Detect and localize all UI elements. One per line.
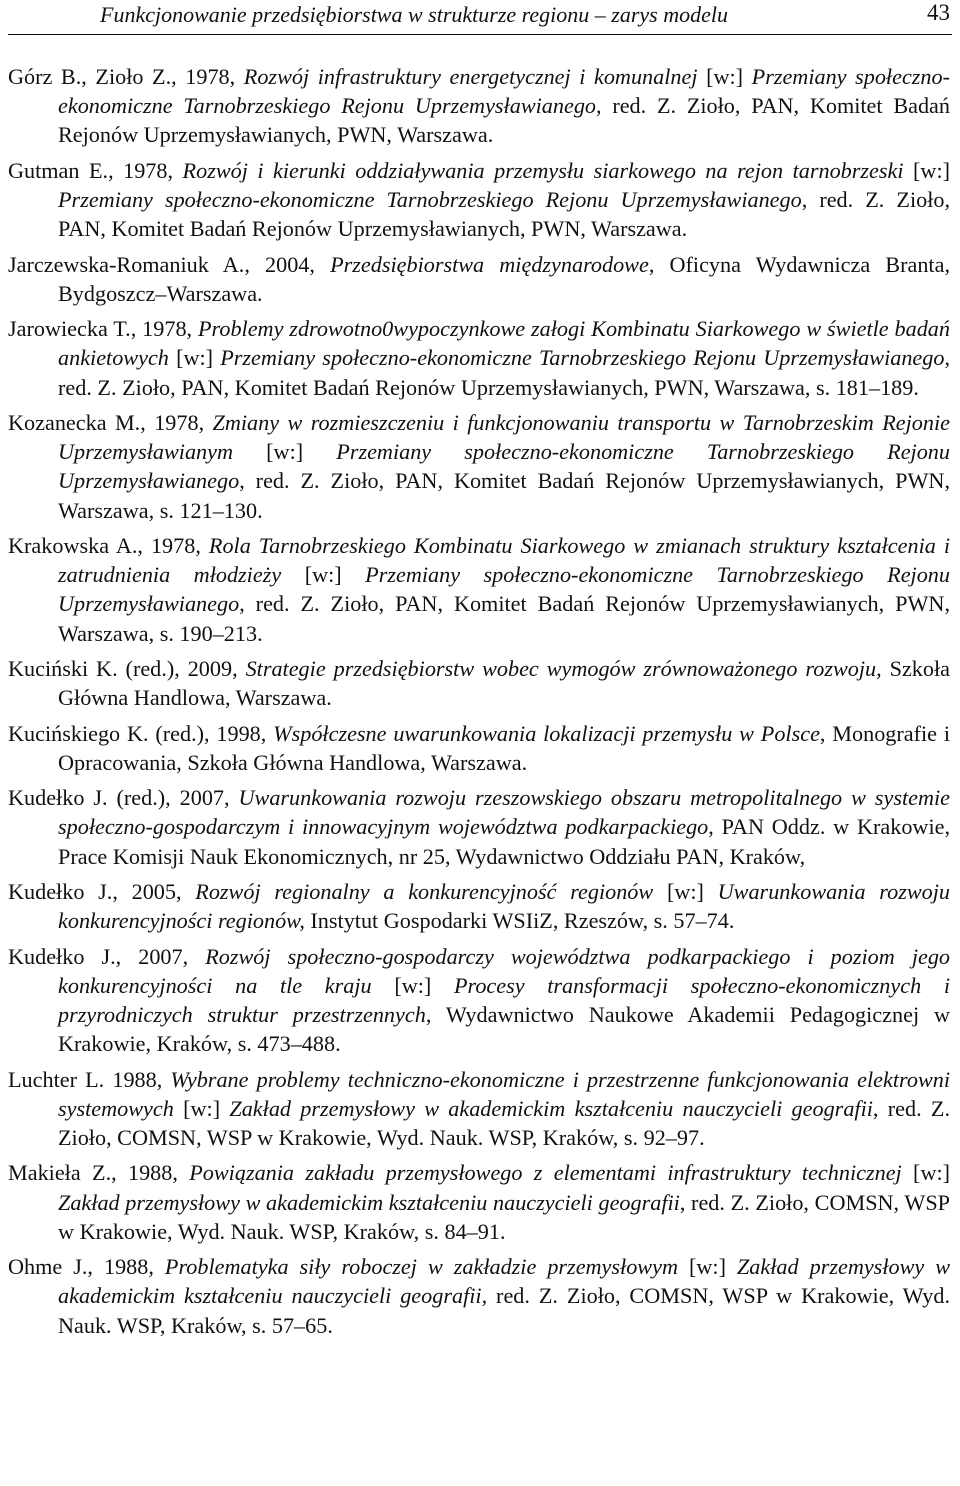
reference-year: , 1978, <box>137 532 209 558</box>
reference-entry <box>8 1065 950 1153</box>
reference-connector: [w:] <box>168 345 221 371</box>
reference-details: , red. Z. Zioło, PAN, Komitet Badań Rejonów Uprzemysławianych, PWN, Warszawa, s. 190–213. <box>58 591 950 646</box>
reference-source: Przemiany społeczno-ekonomiczne Tarnobrzeskiego Rejonu Uprzemysławianego <box>58 439 950 494</box>
reference-entry <box>8 250 950 308</box>
reference-title: Powiązania zakładu przemysłowego z elementami infrastruktury technicznej <box>189 1160 902 1186</box>
reference-connector: [w:] <box>173 1095 230 1121</box>
reference-year: , 1978, <box>130 316 198 342</box>
reference-connector: Szkoła Główna Handlowa, Warszawa. <box>58 655 950 711</box>
page-header <box>8 0 952 35</box>
running-title: Funkcjonowanie przedsiębiorstwa w strukturze regionu – zarys modelu <box>100 2 728 27</box>
reference-author: Luchter L. <box>8 1066 105 1092</box>
reference-details: red. Z. Zioło, COMSN, WSP w Krakowie, Wyd. Nauk. WSP, Kraków, s. 57–65. <box>58 1283 950 1338</box>
reference-year: , 1978, <box>108 157 183 183</box>
reference-details: , red. Z. Zioło, PAN, Komitet Badań Rejonów Uprzemysławianych, PWN, Warszawa, s. 181–189. <box>58 345 951 400</box>
reference-year: , 1978, <box>140 409 213 435</box>
reference-author: Gutman E. <box>8 157 109 183</box>
reference-details: , Wydawnictwo Naukowe Akademii Pedagogicznej w Krakowie, Kraków, s. 473–488. <box>58 1001 950 1057</box>
reference-year: , 1998, <box>204 720 274 746</box>
reference-entry <box>8 314 950 402</box>
reference-source: Przemiany społeczno-ekonomiczne Tarnobrzeskiego Rejonu Uprzemysławianego <box>58 562 950 617</box>
reference-connector: [w:] <box>901 1160 951 1186</box>
reference-details: Instytut Gospodarki WSIiZ, Rzeszów, s. 57–74. <box>304 908 735 934</box>
reference-year: , 2004, <box>244 251 331 277</box>
reference-connector: [w:] <box>697 64 752 89</box>
reference-title: Rozwój społeczno-gospodarczy województwa podkarpackiego i poziom jego konkurencyjności na tle kraju <box>58 943 951 998</box>
reference-year: , 2009, <box>174 655 246 681</box>
reference-title: Wybrane problemy techniczno-ekonomiczne i przestrzenne funkcjonowania elektrowni systemowych <box>58 1066 951 1121</box>
reference-connector: [w:] <box>903 157 951 183</box>
reference-connector: , Oficyna Wydawnicza Branta, Bydgoszcz–Warszawa. <box>58 251 950 306</box>
reference-connector: , PAN Oddz. w Krakowie, Prace Komisji Nauk Ekonomicznych, nr 25, Wydawnictwo Oddziału PAN, Kraków, <box>58 814 950 869</box>
reference-title: Uwarunkowania rozwoju rzeszowskiego obszaru metropolitalnego w systemie społeczno-gospodarczym i innowacyjnym województwa podkarpackiego <box>58 785 950 840</box>
page-number: 43 <box>927 0 950 25</box>
reference-title: Rola Tarnobrzeskiego Kombinatu Siarkowego w zmianach struktury kształcenia i zatrudnienia młodzieży <box>58 532 951 588</box>
reference-title: Rozwój infrastruktury energetycznej i komunalnej <box>243 64 698 89</box>
reference-year: , 2007, <box>165 785 239 811</box>
reference-year: , 1988, <box>87 1254 165 1280</box>
reference-entry <box>8 942 950 1059</box>
reference-details: , red. Z. Zioło, PAN, Komitet Badań Rejonów Uprzemysławianych, PWN, Warszawa. <box>58 93 951 148</box>
reference-source: Przemiany społeczno-ekonomiczne Tarnobrzeskiego Rejonu Uprzemysławianego <box>58 64 951 119</box>
reference-connector: [w:] <box>677 1254 737 1280</box>
reference-author: Górz B., Zioło Z. <box>8 64 172 89</box>
reference-year: , 1988, <box>111 1160 190 1186</box>
reference-entry <box>8 1158 950 1246</box>
reference-author: Kuciński K. (red.) <box>8 655 175 681</box>
reference-list <box>8 62 950 1346</box>
reference-source: Przemiany społeczno-ekonomiczne Tarnobrzeskiego Rejonu Uprzemysławianego <box>58 187 802 212</box>
reference-year: 1988, <box>104 1066 171 1092</box>
reference-connector: [w:] <box>233 439 337 465</box>
reference-title: Zmiany w rozmieszczeniu i funkcjonowaniu transportu w Tarnobrzeskim Rejonie Uprzemysławianym <box>58 409 950 465</box>
reference-author: Jarowiecka T. <box>8 316 131 342</box>
reference-entry <box>8 719 950 777</box>
reference-entry <box>8 408 950 525</box>
reference-source: Zakład przemysłowy w akademickim kształceniu nauczycieli geografii <box>229 1095 873 1121</box>
reference-details: , red. Z. Zioło, COMSN, WSP w Krakowie, Wyd. Nauk. WSP, Kraków, s. 92–97. <box>58 1095 950 1150</box>
reference-author: Kudełko J. <box>8 943 116 969</box>
reference-entry <box>8 62 950 150</box>
reference-year: , 2005, <box>112 878 196 904</box>
reference-connector: [w:] <box>281 562 366 588</box>
reference-entry <box>8 531 950 648</box>
reference-title: Strategie przedsiębiorstw wobec wymogów zrównoważonego rozwoju, <box>245 655 882 681</box>
reference-source: Procesy transformacji społeczno-ekonomicznych i przyrodniczych struktur przestrzennych <box>58 972 950 1027</box>
reference-title: Współczesne uwarunkowania lokalizacji przemysłu w Polsce <box>273 720 820 746</box>
reference-entry <box>8 877 950 935</box>
reference-source: Przemiany społeczno-ekonomiczne Tarnobrzeskiego Rejonu Uprzemysławianego <box>220 345 945 371</box>
reference-entry <box>8 783 950 871</box>
reference-title: Przedsiębiorstwa międzynarodowe <box>330 251 649 277</box>
reference-entry <box>8 1252 950 1340</box>
reference-title: Rozwój regionalny a konkurencyjność regionów <box>195 878 654 904</box>
reference-title: Rozwój i kierunki oddziaływania przemysłu siarkowego na rejon tarnobrzeski <box>182 157 904 183</box>
reference-author: Kudełko J. <box>8 878 113 904</box>
reference-author: Makieła Z. <box>8 1160 112 1186</box>
reference-author: Krakowska A. <box>8 532 138 558</box>
reference-connector: , Monografie i Opracowania, Szkoła Główna Handlowa, Warszawa. <box>58 720 951 775</box>
reference-entry <box>8 156 950 244</box>
reference-author: Kudełko J. (red.) <box>8 785 166 811</box>
reference-author: Jarczewska-Romaniuk A. <box>8 251 245 277</box>
reference-details: , red. Z. Zioło, PAN, Komitet Badań Rejonów Uprzemysławianych, PWN, Warszawa. <box>58 187 951 242</box>
reference-connector: [w:] <box>653 878 718 904</box>
reference-details: , red. Z. Zioło, COMSN, WSP w Krakowie, Wyd. Nauk. WSP, Kraków, s. 84–91. <box>58 1189 950 1244</box>
reference-year: , 2007, <box>115 943 206 969</box>
reference-author: Kucińskiego K. (red.) <box>8 720 205 746</box>
reference-year: , 1978, <box>171 64 244 89</box>
reference-author: Kozanecka M. <box>8 409 141 435</box>
reference-title: Problemy zdrowotno0wypoczynkowe załogi Kombinatu Siarkowego w świetle badań ankietowych <box>58 316 950 371</box>
reference-entry <box>8 654 950 712</box>
reference-source: Zakład przemysłowy w akademickim kształceniu nauczycieli geografii <box>58 1189 680 1215</box>
reference-title: Problematyka siły roboczej w zakładzie przemysłowym <box>164 1254 678 1280</box>
reference-connector: [w:] <box>371 972 454 998</box>
reference-source: Zakład przemysłowy w akademickim kształceniu nauczycieli geografii, <box>58 1254 951 1309</box>
reference-source: Uwarunkowania rozwoju konkurencyjności regionów, <box>58 878 950 934</box>
reference-details: , red. Z. Zioło, PAN, Komitet Badań Rejonów Uprzemysławianych, PWN, Warszawa, s. 121–130. <box>58 468 950 523</box>
reference-author: Ohme J. <box>8 1254 88 1280</box>
